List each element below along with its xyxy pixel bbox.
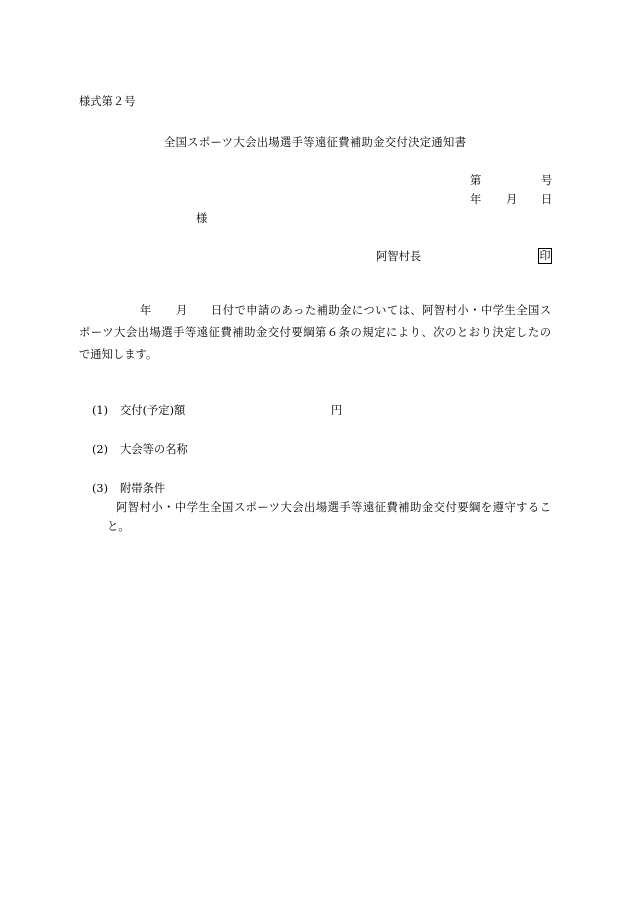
addressee-suffix: 様 (196, 212, 208, 225)
item-number: (2) (92, 443, 109, 456)
body-month-label: 月 (176, 304, 188, 317)
form-label: 様式第２号 (79, 95, 136, 108)
conditions-detail-line-1: 阿智村小・中学生全国スポーツ大会出場選手等遠征費補助金交付要綱を遵守するこ (116, 501, 551, 514)
date-day-label: 日 (541, 193, 553, 206)
item-label: 交付(予定)額 (120, 404, 186, 417)
item-number: (1) (92, 404, 109, 417)
document-title: 全国スポーツ大会出場選手等遠征費補助金交付決定通知書 (164, 136, 466, 149)
date-year-label: 年 (470, 193, 482, 206)
amount-unit: 円 (331, 404, 343, 417)
body-year-label: 年 (140, 304, 152, 317)
issuer-name: 阿智村長 (376, 250, 422, 263)
body-line-1: 日付で申請のあった補助金については、阿智村小・中学生全国ス (211, 304, 551, 317)
document-number-suffix: 号 (541, 174, 553, 187)
conditions-detail-line-2: と。 (107, 520, 130, 533)
body-line-3: で通知します。 (79, 348, 158, 361)
item-label: 附帯条件 (120, 482, 166, 495)
item-label: 大会等の名称 (120, 443, 188, 456)
item-number: (3) (92, 482, 109, 495)
date-month-label: 月 (506, 193, 518, 206)
body-line-2: ポーツ大会出場選手等遠征費補助金交付要綱第６条の規定により、次のとおり決定したの (79, 326, 551, 339)
document-number-prefix: 第 (470, 174, 482, 187)
seal-box: 印 (539, 249, 551, 262)
